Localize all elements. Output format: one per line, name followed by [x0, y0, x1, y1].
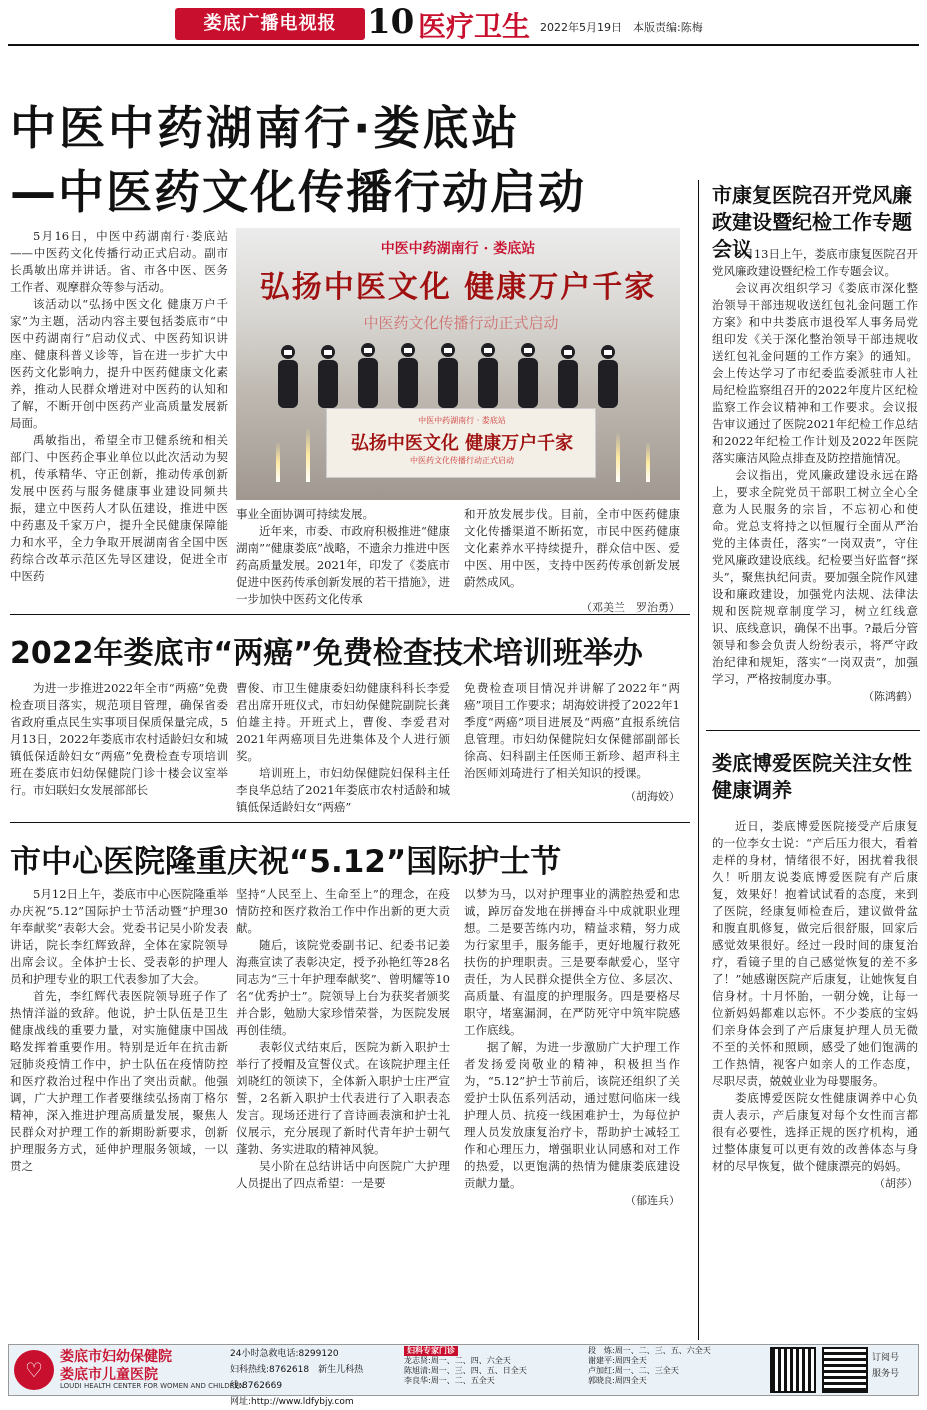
lead-col-2 — [236, 506, 450, 608]
paragraph: 该活动以“弘扬中医文化 健康万户千家”为主题，活动内容主要包括娄底市“中医中药湖南行”启动仪式、中医药知识讲座、健康科普义诊等，旨在进一步扩大中医药文化影响力，提升中医药健康文化素养，推动人民群众增进对中医药的认知和了解，不断开创中医药产业高质量发展新局面。 — [10, 297, 228, 430]
paragraph: 事业全面协调可持续发展。 — [236, 507, 374, 521]
schedule-row: 谢建平:周四全天 — [588, 1356, 647, 1365]
paragraph: 首先，李红辉代表医院领导班子作了热情洋溢的致辞。他说，护士队伍是卫生健康战线的重要力量，对实施健康中国战略发挥着重要作用。特别是近年在抗击新冠肺炎疫情工作中，护士队伍在疫情防控和医疗救治过程中作出了突出贡献。他强调，广大护理工作者要继续弘扬南丁格尔精神，深入推进护理高质量发展，聚焦人民群众对护理工作的新期盼新要求，创新护理服务方式，延伸护理服务领域，一以贯之 — [10, 989, 228, 1173]
divider — [706, 730, 920, 731]
stage-sign — [326, 408, 596, 478]
paragraph: 娄底博爱医院女性健康调养中心负责人表示，产后康复对每个女性而言都很有必要性，选择正规的医疗机构，通过整体康复可以更有效的改善体态与身材的尽早恢复，做个健康漂亮的妈妈。 — [712, 1091, 918, 1173]
banner-sub: 中医药文化传播行动正式启动 — [363, 314, 559, 332]
article3-col-1 — [10, 886, 228, 1175]
paragraph: 培训班上，市妇幼保健院妇保科主任李良华总结了2021年娄底市农村适龄和城镇低保适龄妇女“两癌” — [236, 766, 450, 814]
paragraph: 表彰仪式结束后，医院为新入职护士举行了授帽及宣誓仪式。在该院护理主任刘晓红的领读下，全体新入职护士庄严宣誓，2名新入职护士代表进行了入职表态发言。现场还进行了音诗画表演和护士礼仪展示，充分展现了新时代青年护士朝气蓬勃、务实进取的精神风貌。 — [236, 1040, 450, 1156]
article3-title: 市中心医院隆重庆祝“5.12”国际护士节 — [10, 844, 562, 880]
divider — [10, 822, 690, 823]
byline: （陈鸿鹤） — [863, 690, 918, 703]
emergency-phone: 24小时急救电话:8299120 — [230, 1349, 339, 1359]
qr-labels — [872, 1350, 899, 1382]
paragraph: 5月16日，中医中药湖南行·娄底站——中医药文化传播行动正式启动。副市长禹敏出席并讲话。省、市各中医、医务工作者、观摩群众等参与活动。 — [10, 229, 228, 294]
banner-main: 弘扬中医文化 健康万户千家 — [259, 270, 657, 305]
section-title: 医疗卫生 — [418, 10, 531, 43]
firework-icon — [646, 442, 650, 482]
article2-col-3 — [464, 680, 680, 804]
schedule-row: 龙志贤:周一、二、四、六全天 — [404, 1356, 511, 1365]
article3-col-3 — [464, 886, 680, 1208]
website[interactable]: 网址:http://www.ldfybjy.com — [230, 1397, 354, 1407]
paragraph: 近年来，市委、市政府积极推进“健康湖南”“健康娄底”战略，不遗余力推进中医药高质量发展。2021年，印发了《娄底市促进中医药传承创新发展的若干措施》，进一步加快中医药文化传承 — [236, 524, 450, 606]
paragraph: 5月13日上午，娄底市康复医院召开党风廉政建设暨纪检工作专题会议。 — [712, 247, 918, 278]
byline: （胡莎） — [874, 1177, 918, 1190]
paragraph: 曹俊、市卫生健康委妇幼健康科科长李爱君出席开班仪式，市妇幼保健院副院长龚伯雄主持。开班式上，曹俊、李爱君对2021年两癌项目先进集体及个人进行颁奖。 — [236, 681, 450, 763]
event-photo — [236, 228, 680, 500]
firework-icon — [306, 427, 310, 482]
qr-code-icon[interactable] — [770, 1347, 816, 1393]
banner-top: 中医中药湖南行 · 娄底站 — [380, 241, 536, 257]
schedule-row: 段 炼:周一、二、三、五、六全天 — [588, 1346, 711, 1355]
ad-name-2: 娄底市儿童医院 — [60, 1367, 158, 1383]
firework-icon — [276, 442, 280, 482]
editor: 本版责编:陈梅 — [633, 21, 703, 34]
qr-label: 订阅号 — [872, 1353, 900, 1363]
date: 2022年5月19日 — [540, 21, 622, 34]
clinic-schedule-2 — [588, 1346, 758, 1386]
article2-col-2 — [236, 680, 450, 816]
ad-contacts — [230, 1346, 400, 1410]
schedule-row: 卢加红:周一、二、三全天 — [588, 1366, 679, 1375]
article2-col-1 — [10, 680, 228, 799]
sidebar-rule — [698, 180, 699, 1340]
lead-col-1 — [10, 228, 228, 585]
paragraph: 坚持“人民至上、生命至上”的理念，在疫情防控和医疗救治工作中作出新的更大贡献。 — [236, 887, 450, 935]
qr-code-icon[interactable] — [822, 1347, 868, 1393]
schedule-heading: 妇科专家门诊 — [404, 1346, 458, 1356]
paragraph: 禹敏指出，希望全市卫健系统和相关部门、中医药企事业单位以此次活动为契机，传承精华、守正创新，推动传承创新发展中医药与服务健康事业建设同频共振，建立中医药人才队伍建设，推进中医中药惠及千家万户，提升全民健康保障能力和水平，全力争取开展湖南省全国中医药综合改革示范区先导区建设，促进全市中医药 — [10, 433, 228, 583]
stage-sign-sub: 中医药文化传播行动正式启动 — [410, 456, 514, 465]
paragraph: 随后，该院党委副书记、纪委书记姜海燕宣读了表彰决定，授予孙艳红等28名同志为“三十年护理奉献奖”、曾明耀等10名“优秀护士”。院领导上台为获奖者颁奖并合影，勉励大家珍惜荣誉，为医院发展再创佳绩。 — [236, 938, 450, 1037]
people-group — [266, 338, 650, 408]
page-number: 10 — [367, 2, 415, 42]
paragraph: 会议再次组织学习《娄底市深化整治领导干部违规收送红包礼金问题工作方案》和中共娄底市退役军人事务局党组印发《关于深化整治领导干部违规收送红包礼金问题的工作方案》的通知。会上传达学习了市纪委监委派驻市人社局纪检监察组召开的2022年度片区纪检监察工作会议精神和工作要求。会议报告审议通过了医院2021年纪检工作总结和2022年纪检工作计划及2022年医院落实廉洁风险点排查及防控措施情况。 — [712, 281, 918, 465]
paragraph: 免费检查项目情况并讲解了2022年“两癌”项目工作要求；胡海姣讲授了2022年1季度“两癌”项目进展及“两癌”直报系统信息管理。市妇幼保健院妇女保健部副部长徐高、妇科副主任医师王新珍、超声科主治医师刘琦进行了相关知识的授课。 — [464, 681, 680, 780]
paragraph: 以梦为马，以对护理事业的满腔热爱和忠诚，踔厉奋发地在拼搏奋斗中成就职业理想。二是要苦练内功，精益求精，努力成为行家里手，服务能手，更好地履行救死扶伤的护理职责。三是要奉献爱心，坚守责任，为人民群众提供全方位、多层次、高质量、有温度的护理服务。四是要格尽职守，堵塞漏洞，在严防死守中筑牢院感工作底线。 — [464, 887, 680, 1037]
hotline: 妇科热线:8762618 新生儿科热线:8762669 — [230, 1365, 364, 1391]
issue-date — [540, 19, 703, 35]
lead-col-3 — [464, 506, 680, 615]
paragraph: 和开放发展步伐。目前，全市中医药健康文化传播渠道不断拓宽，市民中医药健康文化素养水平持续提升，群众信中医、爱中医、用中医，支持中医药传承创新发展蔚然成风。 — [464, 507, 680, 589]
side2-title: 娄底博爱医院关注女性健康调养 — [712, 751, 912, 802]
lead-title-2: —中医药文化传播行动启动 — [10, 165, 586, 219]
schedule-row: 郭晓良:周四全天 — [588, 1376, 647, 1385]
byline: （郁连兵） — [625, 1194, 680, 1207]
qr-label: 服务号 — [872, 1369, 900, 1379]
paragraph: 5月12日上午，娄底市中心医院隆重举办庆祝“5.12”国际护士节活动暨“护理30年奉献奖”表彰大会。党委书记吴小阶发表讲话，院长李红辉致辞，全体在家院领导出席会议。全体护士长、受表彰的护理人员和护理专业的职工代表参加了大会。 — [10, 887, 228, 986]
ad-name-en: LOUDI HEALTH CENTER FOR WOMEN AND CHILDREN — [60, 1382, 245, 1390]
byline: （胡海姣） — [625, 790, 680, 803]
paragraph: 近日，娄底博爱医院接受产后康复的一位李女士说：“产后压力很大，看着走样的身材，情绪很不好，困扰着我很久！听朋友说娄底博爱医院有产后康复，效果好！抱着试试看的态度，来到了医院，经康复师检查后，建议做骨盆和腹直肌修复，做完后很舒服，回家后感觉效果很好。经过一段时间的康复治疗，看镜子里的自己感觉恢复的差不多了！”她感谢医院产后康复，让她恢复自信身材。十月怀胎，一朝分娩，让每一位新妈妈都难以忘怀。不少娄底的宝妈们亲身体会到了产后康复护理人员无微不至的关怀和照顾，感受了她们饱满的工作热情，视客户如亲人的工作态度，尽职尽责，兢兢业业为母婴服务。 — [712, 819, 918, 1088]
firework-icon — [616, 432, 620, 482]
paragraph: 吴小阶在总结讲话中向医院广大护理人员提出了四点希望：一是要 — [236, 1159, 450, 1190]
article2-title: 2022年娄底市“两癌”免费检查技术培训班举办 — [10, 636, 643, 671]
schedule-row: 李良华:周一、二、五全天 — [404, 1376, 495, 1385]
side2-body — [712, 818, 918, 1191]
paragraph: 为进一步推进2022年全市“两癌”免费检查项目落实，规范项目管理，确保省委省政府重点民生实事项目保质保量完成，5月13日，2022年娄底市农村适龄妇女和城镇低保适龄妇女“两癌”免费检查专项培训班在娄底市妇幼保健院门诊十楼会议室举行。市妇联妇女发展部部长 — [10, 681, 228, 797]
ad-name-1: 娄底市妇幼保健院 — [60, 1349, 172, 1365]
clinic-schedule-1 — [404, 1346, 584, 1386]
lead-title-1: 中医中药湖南行·娄底站 — [10, 101, 521, 155]
hospital-logo-icon: ♡ — [14, 1350, 54, 1390]
header-rule — [8, 44, 919, 46]
schedule-row: 陈旭清:周一、三、四、五、日全天 — [404, 1366, 527, 1375]
paragraph: 据了解，为进一步激励广大护理工作者发扬爱岗敬业的精神，积极担当作为，“5.12”护士节前后，该院还组织了关爱护士队伍系列活动，通过慰问临床一线护理人员、抗疫一线困难护士，为每位护理人员发放康复治疗卡，帮助护士减轻工作和心理压力，增强职业认同感和对工作的热爱，以更饱满的热情为健康娄底建设贡献力量。 — [464, 1040, 680, 1190]
stage-sign-main: 弘扬中医文化 健康万户千家 — [350, 433, 574, 454]
paragraph: 会议指出，党风廉政建设永远在路上，要求全院党员干部职工树立全心全意为人民服务的宗旨，不忘初心和使命。党总支将持之以恒履行全面从严治党的主体责任，落实“一岗双责”，守住党风廉政建设底线。纪检要当好监督“探头”，聚焦执纪问责。要加强全院作风建设和廉政建设，加强党内法规、法律法规和医院规章制度学习，树立红线意识、底线意识，确保不出事。?最后分管领导和参会负责人纷纷表示，将严守政治纪律和规矩，落实“一岗双责”，加强学习，严格按制度办事。 — [712, 468, 918, 686]
stage-sign-top: 中医中药湖南行 · 娄底站 — [418, 416, 506, 425]
article3-col-2 — [236, 886, 450, 1192]
side1-body — [712, 246, 918, 704]
newspaper-logo: 娄底广播电视报 — [175, 8, 365, 40]
divider — [10, 614, 690, 615]
side1-title: 市康复医院召开党风廉政建设暨纪检工作专题会议 — [712, 183, 912, 261]
byline: （邓美兰 罗治勇） — [581, 601, 680, 614]
